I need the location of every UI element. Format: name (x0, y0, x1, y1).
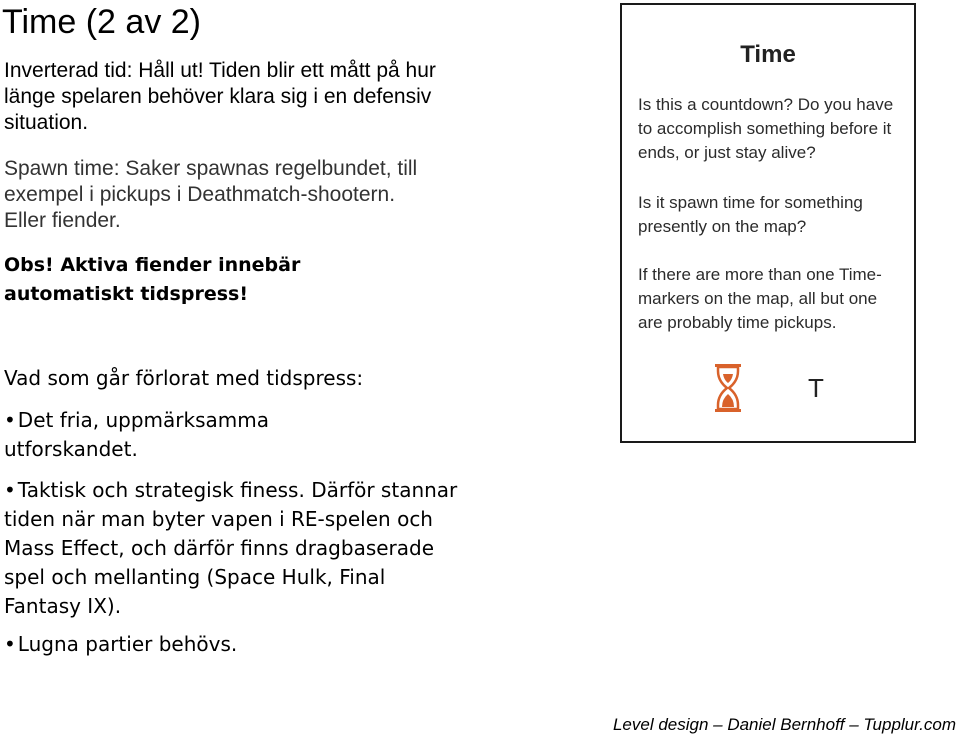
paragraph-spawn-time: Spawn time: Saker spawnas regelbundet, till exempel i pickups i Deathmatch-shootern. Eller fiender. (4, 157, 418, 232)
bullet-tactical-finesse: • Taktisk och strategisk finess. Därför stannar tiden när man byter vapen i RE-spelen och Mass Effect, och därför finns dragbaserade spel och mellanting (Space Hulk, Final Fantasy IX). (4, 476, 459, 621)
footer-credits: Level design – Daniel Bernhoff – Tupplur.com (612, 715, 956, 734)
card-title: Time (740, 41, 796, 68)
slide-title: Time (2 av 2) (2, 3, 202, 41)
paragraph-inverted-time: Inverterad tid: Håll ut! Tiden blir ett mått på hur länge spelaren behöver klara sig i en defensiv situation. (4, 59, 436, 134)
card-paragraph-markers: If there are more than one Time-markers on the map, all but one are probably time pickups. (638, 265, 882, 332)
lost-with-pressure-heading: Vad som går förlorat med tidspress: (4, 366, 364, 390)
time-marker-symbol: T (808, 373, 824, 403)
bullet-calm-parts: • Lugna partier behövs. (4, 630, 404, 659)
card-paragraph-spawn: Is it spawn time for something presently on the map? (638, 193, 863, 236)
bullet-free-exploration: • Det fria, uppmärksamma utforskandet. (4, 406, 334, 464)
time-marker-card (620, 3, 916, 443)
note-active-enemies: Obs! Aktiva fiender innebär automatiskt tidspress! (4, 254, 301, 305)
card-paragraph-countdown: Is this a countdown? Do you have to accomplish something before it ends, or just stay alive? (638, 95, 894, 162)
hourglass-icon (714, 363, 742, 413)
